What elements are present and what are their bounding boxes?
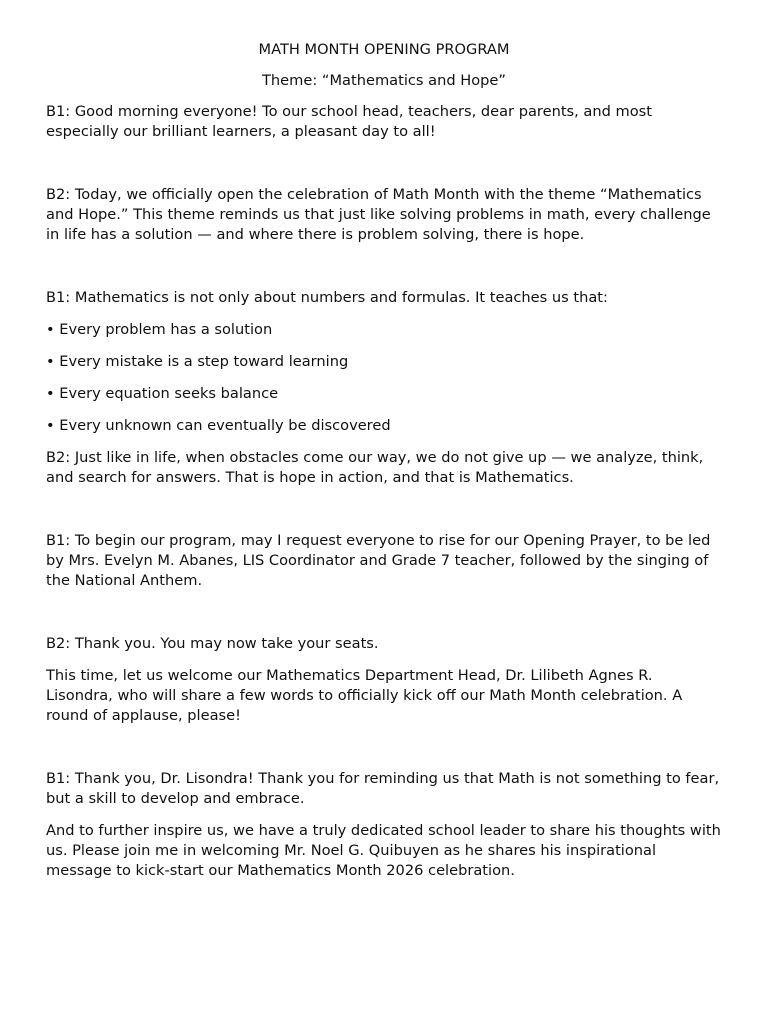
paragraph-hope-in-action: B2: Just like in life, when obstacles come our way, we do not give up — we analyze, think, and search for answers. That is hope in action, and that is Mathematics. — [46, 449, 704, 486]
paragraph-theme-intro: B2: Today, we officially open the celebration of Math Month with the theme “Mathematics and Hope.” This theme reminds us that just like solving problems in math, every challenge in life has a solution — and where there is problem solving, there is hope. — [46, 186, 711, 243]
bullet-item: • Every mistake is a step toward learning — [46, 353, 349, 370]
bullet-item: • Every problem has a solution — [46, 321, 273, 338]
document-theme: Theme: “Mathematics and Hope” — [262, 72, 506, 89]
paragraph-welcome-dept-head: This time, let us welcome our Mathematics Department Head, Dr. Lilibeth Agnes R. Lisondra, who will share a few words to officially kick off our Math Month celebration. A round of applause, please! — [46, 667, 683, 724]
bullet-item: • Every unknown can eventually be discovered — [46, 417, 391, 434]
paragraph-opening-prayer: B1: To begin our program, may I request everyone to rise for our Opening Prayer, to be led by Mrs. Evelyn M. Abanes, LIS Coordinator and Grade 7 teacher, followed by the singing of the National Anthem. — [46, 532, 711, 589]
paragraph-thank-lisondra: B1: Thank you, Dr. Lisondra! Thank you for reminding us that Math is not something to fear, but a skill to develop and embrace. — [46, 770, 720, 807]
document-title: MATH MONTH OPENING PROGRAM — [258, 41, 510, 58]
bullet-item: • Every equation seeks balance — [46, 385, 279, 402]
paragraph-math-teaches: B1: Mathematics is not only about numbers and formulas. It teaches us that: — [46, 289, 608, 306]
paragraph-take-seats: B2: Thank you. You may now take your seats. — [46, 635, 379, 652]
paragraph-welcome-school-leader: And to further inspire us, we have a truly dedicated school leader to share his thoughts with us. Please join me in welcoming Mr. Noel G. Quibuyen as he shares his inspirational message to kick-start our Mathematics Month 2026 celebration. — [46, 822, 721, 879]
paragraph-greeting: B1: Good morning everyone! To our school head, teachers, dear parents, and most especially our brilliant learners, a pleasant day to all! — [46, 103, 652, 140]
